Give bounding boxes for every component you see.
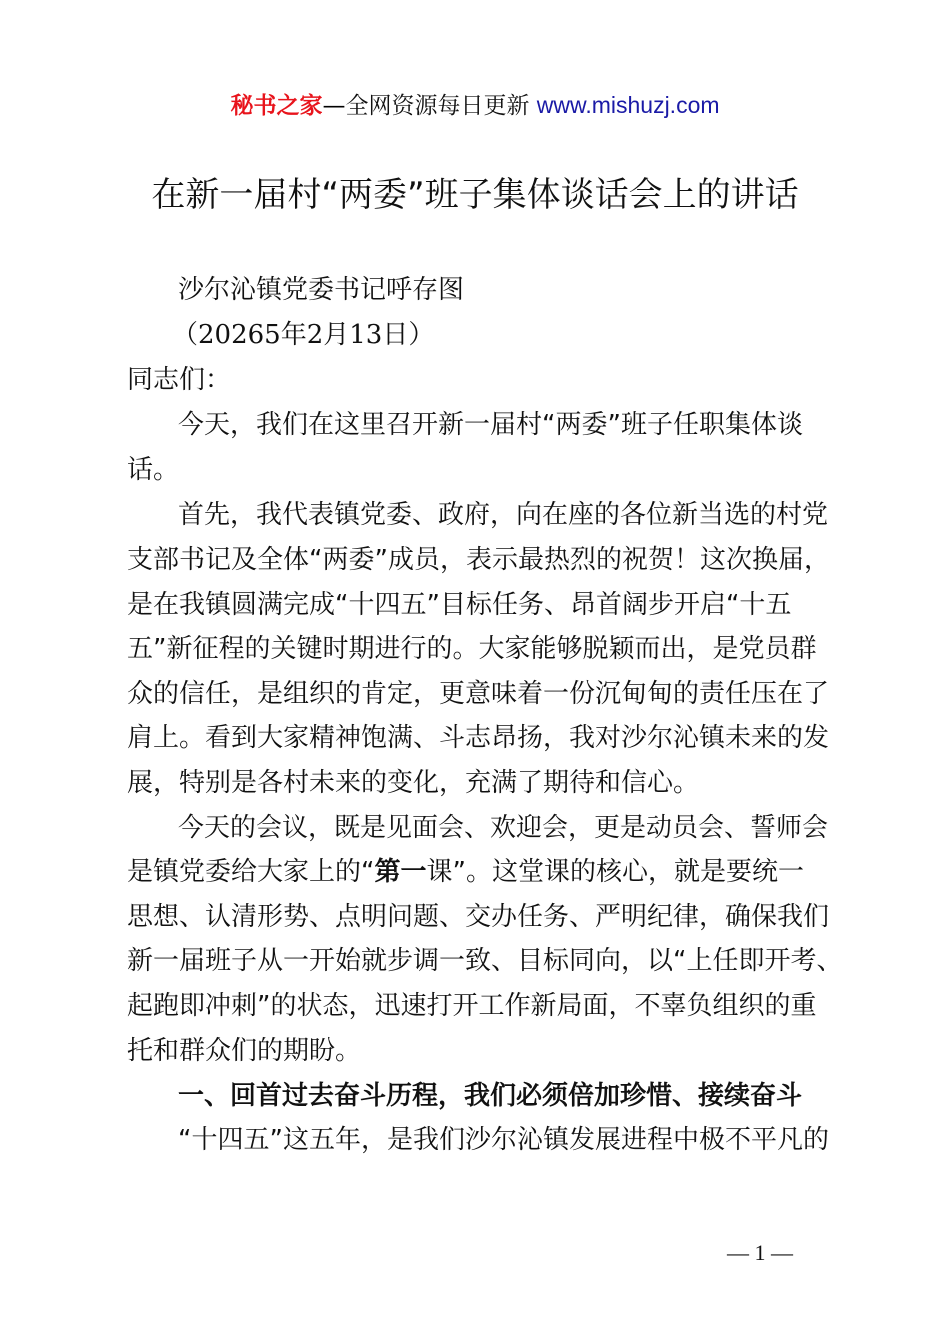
paragraph-line: 话。 bbox=[127, 455, 180, 485]
paragraph-line: 起跑即冲刺”的状态，迅速打开工作新局面，不辜负组织的重 bbox=[127, 991, 817, 1021]
text-run: 是镇党委给大家上的“ bbox=[127, 857, 375, 887]
text-run: 课”。这堂课的核心，就是要统一 bbox=[426, 857, 804, 887]
emphasis-text: 第一 bbox=[374, 857, 427, 887]
salutation: 同志们： bbox=[127, 365, 232, 395]
site-header bbox=[0, 88, 950, 123]
paragraph-line: 是在我镇圆满完成“十四五”目标任务、昂首阔步开启“十五 bbox=[127, 590, 792, 620]
paragraph-line: “十四五”这五年，是我们沙尔沁镇发展进程中极不平凡的 bbox=[178, 1125, 829, 1155]
paragraph-line: 今天，我们在这里召开新一届村“两委”班子任职集体谈 bbox=[178, 410, 803, 440]
paragraph-line: 五”新征程的关键时期进行的。大家能够脱颖而出，是党员群 bbox=[127, 634, 817, 664]
page-number: — 1 — bbox=[727, 1240, 793, 1265]
paragraph-line: 首先，我代表镇党委、政府，向在座的各位新当选的村党 bbox=[178, 500, 829, 530]
paragraph-line: 展，特别是各村未来的变化，充满了期待和信心。 bbox=[127, 768, 700, 798]
paragraph-line: 支部书记及全体“两委”成员，表示最热烈的祝贺！这次换届， bbox=[127, 545, 830, 575]
paragraph-line: 肩上。看到大家精神饱满、斗志昂扬，我对沙尔沁镇未来的发 bbox=[127, 723, 830, 753]
header-separator: — bbox=[322, 93, 346, 119]
paragraph-line: 今天的会议，既是见面会、欢迎会，更是动员会、誓师会 bbox=[178, 813, 829, 843]
author-line: 沙尔沁镇党委书记呼存图 bbox=[178, 275, 465, 305]
paragraph-line: 众的信任，是组织的肯定，更意味着一份沉甸甸的责任压在了 bbox=[127, 679, 830, 709]
paragraph-line bbox=[127, 852, 804, 892]
paragraph-line: 新一届班子从一开始就步调一致、目标同向，以“上任即开考、 bbox=[127, 946, 843, 976]
document-title: 在新一届村“两委”班子集体谈话会上的讲话 bbox=[151, 175, 799, 215]
site-url-link[interactable]: www.mishuzj.com bbox=[536, 92, 720, 118]
paragraph-line: 思想、认清形势、点明问题、交办任务、严明纪律，确保我们 bbox=[127, 902, 830, 932]
brand-name: 秘书之家 bbox=[230, 93, 323, 119]
paragraph-line: 托和群众们的期盼。 bbox=[127, 1036, 362, 1066]
header-tagline: 全网资源每日更新 bbox=[345, 93, 530, 119]
section-heading: 一、回首过去奋斗历程，我们必须倍加珍惜、接续奋斗 bbox=[178, 1081, 803, 1111]
date-line: （20265年2月13日） bbox=[172, 320, 435, 350]
